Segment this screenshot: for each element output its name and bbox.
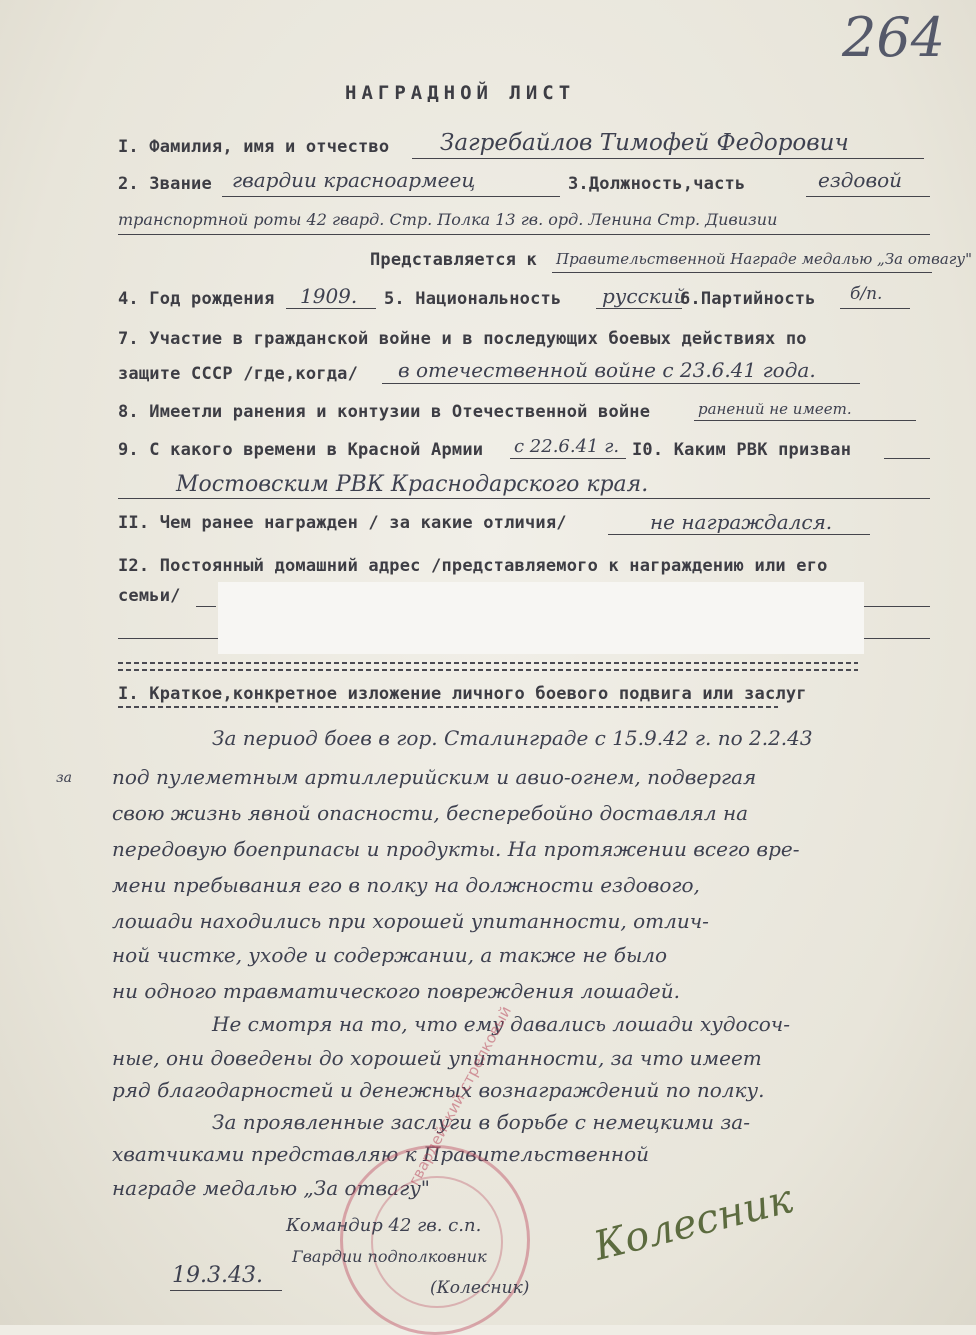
- field-9-label: 9. С какого времени в Красной Армии: [118, 440, 484, 460]
- narrative-line-7: ной чистке, уходе и содержании, а также не было: [112, 943, 668, 967]
- field-10-line-a: [884, 458, 930, 459]
- field-6-label: 6.Партийность: [680, 289, 816, 309]
- field-6-value: б/п.: [850, 284, 883, 304]
- narrative-line-8: ни одного травматического повреждения лошадей.: [112, 979, 680, 1003]
- field-2-label: 2. Звание: [118, 174, 212, 194]
- narrative-line-9: Не смотря на то, что ему давались лошади худосоч-: [212, 1012, 791, 1036]
- margin-note: за: [56, 770, 72, 786]
- field-2-value: гвардии красноармеец: [232, 168, 476, 192]
- presented-value: Правительственной Награде медалью „За отвагу": [556, 250, 972, 268]
- field-11-label: II. Чем ранее награжден / за какие отличия/: [118, 513, 567, 533]
- field-1-label: I. Фамилия, имя и отчество: [118, 137, 390, 157]
- field-5-line: [596, 308, 682, 309]
- narrative-line-14: награде медалью „За отвагу": [112, 1176, 430, 1200]
- field-12-line-a: [196, 606, 216, 607]
- presented-label: Представляется к: [370, 250, 537, 270]
- signoff-rank: Гвардии подполковник: [292, 1247, 487, 1266]
- field-9-line: [510, 458, 626, 459]
- field-4-line: [286, 308, 376, 309]
- field-12-label-a: I2. Постоянный домашний адрес /представляемого к награждению или его: [118, 556, 828, 576]
- field-8-label: 8. Имеетли ранения и контузии в Отечественной войне: [118, 402, 651, 422]
- date-line: [170, 1290, 282, 1291]
- field-5-label: 5. Национальность: [384, 289, 562, 309]
- narrative-line-4: передовую боеприпасы и продукты. На протяжении всего вре-: [112, 837, 800, 861]
- field-7-value: в отечественной войне с 23.6.41 года.: [398, 358, 816, 382]
- field-4-value: 1909.: [300, 284, 358, 308]
- separator-top: [118, 662, 858, 664]
- narrative-line-6: лошади находились при хорошей упитанности, отлич-: [112, 909, 709, 933]
- section-underline: [118, 706, 778, 708]
- field-8-line: [694, 420, 916, 421]
- narrative-line-11: ряд благодарностей и денежных вознаграждений по полку.: [112, 1078, 765, 1102]
- field-11-value: не награждался.: [650, 510, 833, 534]
- field-8-value: ранений не имеет.: [698, 400, 852, 418]
- field-1-value: Загребайлов Тимофей Федорович: [440, 130, 849, 156]
- field-12-label-b: семьи/: [118, 586, 181, 606]
- narrative-line-3: свою жизнь явной опасности, бесперебойно доставлял на: [112, 801, 749, 825]
- field-7-line: [382, 383, 860, 384]
- narrative-line-13: хватчиками представляю к Правительственной: [112, 1142, 650, 1166]
- stamp-text: гвардейский стрелковый: [405, 1003, 515, 1189]
- field-3-line-b: [118, 234, 930, 235]
- field-10-line-b: [118, 498, 930, 499]
- narrative-line-10: ные, они доведены до хорошей упитанности, за что имеет: [112, 1046, 762, 1070]
- field-7-label-a: 7. Участие в гражданской войне и в последующих боевых действиях по: [118, 329, 807, 349]
- signoff-date: 19.3.43.: [172, 1263, 263, 1288]
- field-3-line-a: [806, 196, 930, 197]
- archive-number: 264: [842, 6, 946, 69]
- separator-top-2: [118, 669, 858, 671]
- field-2-line: [222, 196, 560, 197]
- field-1-line: [412, 158, 924, 159]
- field-10-label: I0. Каким РВК призван: [632, 440, 852, 460]
- field-5-value: русский: [602, 284, 687, 308]
- narrative-line-2: под пулеметным артиллерийским и авио-огнем, подвергая: [112, 765, 757, 789]
- field-3-value-a: ездовой: [818, 168, 903, 192]
- official-stamp: [340, 1145, 530, 1335]
- signature: Колесник: [589, 1176, 798, 1270]
- narrative-line-12: За проявленные заслуги в борьбе с немецкими за-: [212, 1110, 750, 1134]
- field-12-line-b: [864, 606, 930, 607]
- field-6-line: [840, 308, 910, 309]
- field-11-line: [608, 534, 870, 535]
- field-10-value: Мостовским РВК Краснодарского края.: [176, 472, 649, 497]
- redacted-address: [218, 582, 864, 654]
- section-title: I. Краткое,конкретное изложение личного боевого подвига или заслуг: [118, 684, 807, 704]
- field-3-value-b: транспортной роты 42 гвард. Стр. Полка 13 гв. орд. Ленина Стр. Дивизии: [118, 210, 778, 229]
- signoff-commander: Командир 42 гв. с.п.: [286, 1215, 482, 1236]
- narrative-line-1: За период боев в гор. Сталинграде с 15.9.42 г. по 2.2.43: [212, 726, 813, 750]
- field-7-label-b: защите СССР /где,когда/: [118, 364, 359, 384]
- narrative-line-5: мени пребывания его в полку на должности ездового,: [112, 873, 700, 897]
- document-title: НАГРАДНОЙ ЛИСТ: [345, 82, 576, 104]
- field-4-label: 4. Год рождения: [118, 289, 275, 309]
- field-9-value: с 22.6.41 г.: [514, 436, 620, 457]
- signoff-name: (Колесник): [430, 1278, 530, 1298]
- presented-line: [552, 272, 932, 273]
- field-3-label: 3.Должность,часть: [568, 174, 746, 194]
